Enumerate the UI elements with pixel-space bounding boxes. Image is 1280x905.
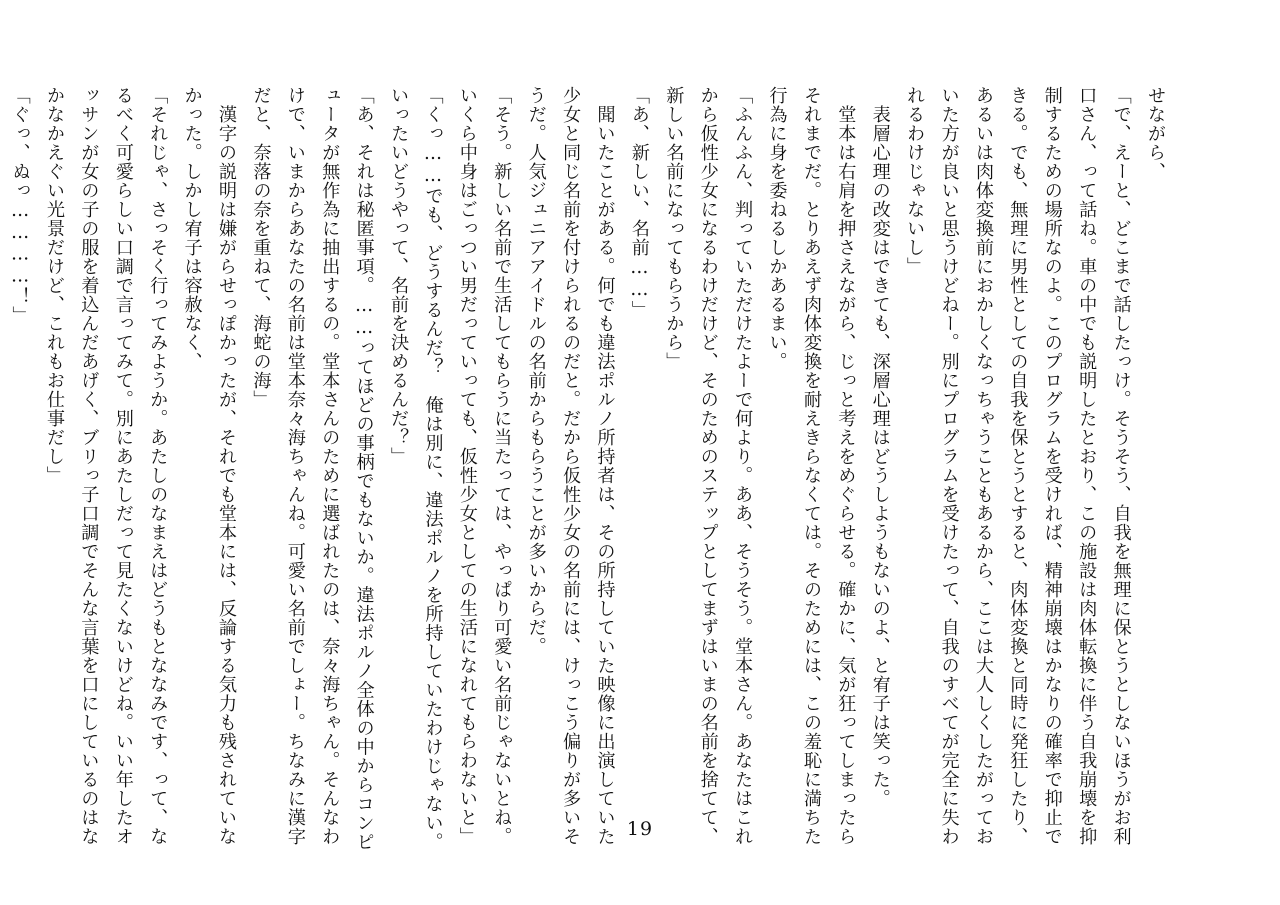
text-line: 少女と同じ名前を付けられるのだと。だから仮性少女の名前には、けっこう偏りが多いそ [560, 86, 582, 846]
text-line: 「それじゃ、さっそく行ってみようか。あたしのなまえはどうもとななみです、って、な [147, 86, 169, 846]
text-line: あるいは肉体変換前におかしくなっちゃうこともあるから、ここは大人しくしたがってお [972, 86, 994, 846]
text-line: 行為に身を委ねるしかあるまい。 [766, 86, 788, 371]
text-line: けで、いまからあなたの名前は堂本奈々海ちゃんね。可愛い名前でしょー。ちなみに漢字 [284, 86, 306, 846]
text-line: いくら中身はごっつい男だっていっても、仮性少女としての生活になれてもらわないと」 [456, 86, 478, 846]
text-line: 「くっ……でも、どうするんだ？ 俺は別に、違法ポルノを所持していたわけじゃない。 [422, 86, 444, 852]
text-line: 新しい名前になってもらうから」 [663, 86, 685, 371]
text-line: 「ふんふん、判っていただけたよーで何より。ああ、そうそう。堂本さん。あなたはこれ [732, 86, 754, 846]
text-line: 口さん、って話ね。車の中でも説明したとおり、この施設は肉体転換に伴う自我崩壊を抑 [1076, 86, 1098, 846]
text-line: から仮性少女になるわけだけど、そのためのステップとしてまずはいまの名前を捨てて、 [697, 86, 719, 846]
text-line: 漢字の説明は嫌がらせっぽかったが、それでも堂本には、反論する気力も残されていな [216, 86, 238, 846]
text-line: 表層心理の改変はできても、深層心理はどうしようもないのよ、と宥子は笑った。 [869, 86, 891, 808]
text-line: だと、奈落の奈を重ねて、海蛇の海」 [250, 86, 272, 409]
text-line: れるわけじゃないし」 [904, 86, 926, 276]
text-line: ュータが無作為に抽出するの。堂本さんのために選ばれたのは、奈々海ちゃん。そんなわ [319, 86, 341, 846]
page-number: 19 [626, 818, 654, 840]
text-line: るべく可愛らしい口調で言ってみて。別にあたしだって見たくないけどね。いい年したオ [112, 86, 134, 846]
text-line: いったいどうやって、名前を決めるんだ？」 [388, 86, 410, 466]
text-line: きる。でも、無理に男性としての自我を保とうとすると、肉体変換と同時に発狂したり、 [1007, 86, 1029, 846]
text-line: 制するための場所なのよ。このプログラムを受ければ、精神崩壊はかなりの確率で抑止で [1041, 86, 1063, 846]
text-line: 「そう。新しい名前で生活してもらうに当たっては、やっぱり可愛い名前じゃないとね。 [491, 86, 513, 846]
text-line: かなかえぐい光景だけど、これもお仕事だし」 [44, 86, 65, 485]
text-line: ッサンが女の子の服を着込んだあげく、ブリっ子口調でそんな言葉を口にしているのはな [78, 86, 100, 846]
text-line: それまでだ。とりあえず肉体変換を耐えきらなくては。そのためには、この羞恥に満ちた [800, 86, 822, 846]
text-line: せながら、 [1145, 86, 1166, 181]
text-line: うだ。人気ジュニアアイドルの名前からもらうことが多いからだ。 [525, 86, 547, 656]
text-line: 「あ、新しい、名前……」 [628, 86, 650, 320]
text-line: 聞いたことがある。何でも違法ポルノ所持者は、その所持していた映像に出演していた [594, 86, 616, 846]
text-line: 「あ、それは秘匿事項。……ってほどの事柄でもないか。違法ポルノ全体の中からコンピ [353, 86, 375, 852]
text-line: 堂本は右肩を押さえながら、じっと考えをめぐらせる。確かに、気が狂ってしまったら [835, 86, 857, 846]
text-line: かった。しかし宥子は容赦なく、 [181, 86, 203, 371]
text-line: 「で、えーと、どこまで話したっけ。そうそう、自我を無理に保とうとしないほうがお利 [1110, 86, 1132, 846]
text-line: 「ぐっ、ぬっ…………！」 [9, 86, 31, 326]
text-line: いた方が良いと思うけどねー。別にプログラムを受けたって、自我のすべてが完全に失わ [938, 86, 960, 846]
